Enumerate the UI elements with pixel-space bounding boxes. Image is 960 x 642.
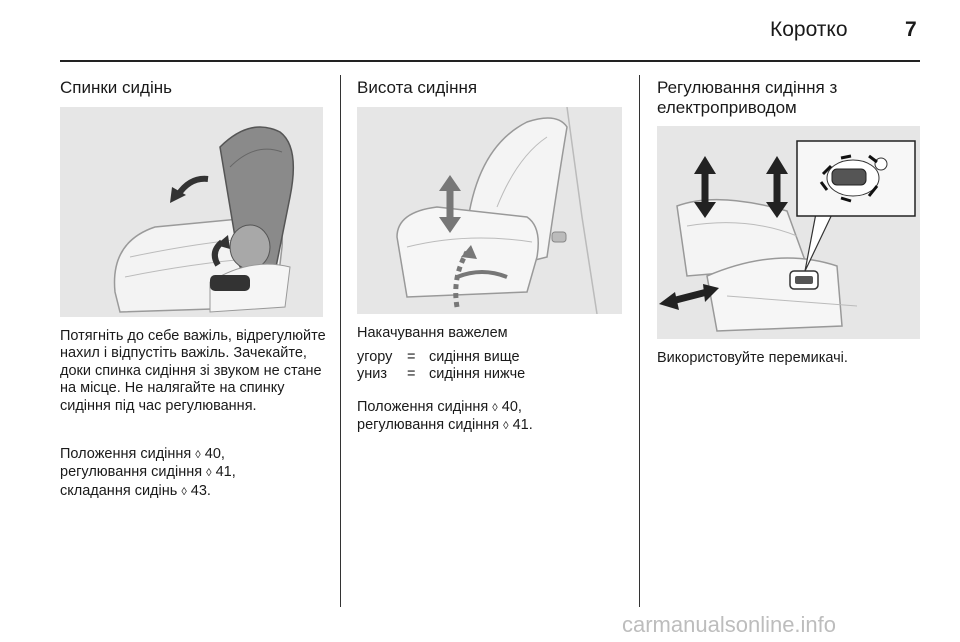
running-header-title: Коротко — [770, 18, 848, 41]
seatback-recline-illustration-icon — [60, 107, 323, 317]
seat-height-definition-list — [357, 349, 632, 384]
equals-sign: = — [407, 366, 416, 383]
watermark: carmanualsonline.info — [622, 612, 837, 637]
power-seat-figure — [657, 126, 920, 339]
term-up: угору — [357, 349, 393, 365]
seatback-instructions: Потягніть до себе важіль, відрегулюйте нахил і відпустіть важіль. Зачекайте, доки спинка сидіння зі звуком не стане на місце. Не налягайте на спинку сидіння під час регулювання. — [60, 328, 326, 414]
header-rule — [60, 60, 920, 62]
seat-height-references — [357, 399, 632, 436]
heading-line-2: електроприводом — [657, 98, 797, 117]
column-divider-1 — [340, 75, 341, 607]
page-number: 7 — [905, 18, 917, 41]
seatback-references — [60, 446, 335, 501]
definition-row-up — [357, 349, 632, 366]
xref-page-41: 41, — [215, 464, 236, 481]
xref-seat-adjustment[interactable]: регулювання сидіння — [60, 464, 203, 481]
xref-arrow-icon: ◊ — [503, 420, 509, 433]
column-divider-2 — [639, 75, 640, 607]
definition-row-down — [357, 366, 632, 383]
seat-height-intro: Накачування важелем — [357, 325, 508, 341]
xref-page-43: 43. — [190, 482, 211, 499]
section-heading-seatbacks: Спинки сидінь — [60, 78, 172, 97]
xref-seat-adjustment[interactable]: регулювання сидіння — [357, 417, 500, 434]
xref-arrow-icon: ◊ — [206, 467, 212, 480]
xref-arrow-icon: ◊ — [195, 449, 201, 461]
seatback-recline-figure — [60, 107, 323, 317]
xref-arrow-icon: ◊ — [181, 485, 187, 498]
definition-higher: сидіння вище — [429, 349, 520, 365]
seat-height-figure — [357, 107, 622, 314]
xref-page-41: 41. — [512, 417, 533, 434]
section-heading-power-seat — [657, 78, 837, 118]
term-down: униз — [357, 366, 388, 383]
xref-arrow-icon: ◊ — [492, 402, 498, 414]
xref-page-40: 40, — [204, 446, 225, 462]
heading-line-1: Регулювання сидіння з — [657, 78, 838, 97]
power-seat-switch-illustration-icon — [657, 126, 920, 339]
xref-seat-position[interactable]: Положення сидіння — [357, 399, 489, 415]
xref-page-40: 40, — [501, 399, 522, 415]
power-seat-instructions: Використовуйте перемикачі. — [657, 350, 848, 366]
definition-lower: сидіння нижче — [429, 366, 526, 383]
section-heading-seat-height: Висота сидіння — [357, 78, 478, 97]
xref-seat-folding[interactable]: складання сидінь — [60, 482, 178, 499]
equals-sign: = — [407, 349, 416, 365]
xref-seat-position[interactable]: Положення сидіння — [60, 446, 192, 462]
seat-height-lever-illustration-icon — [357, 107, 622, 314]
